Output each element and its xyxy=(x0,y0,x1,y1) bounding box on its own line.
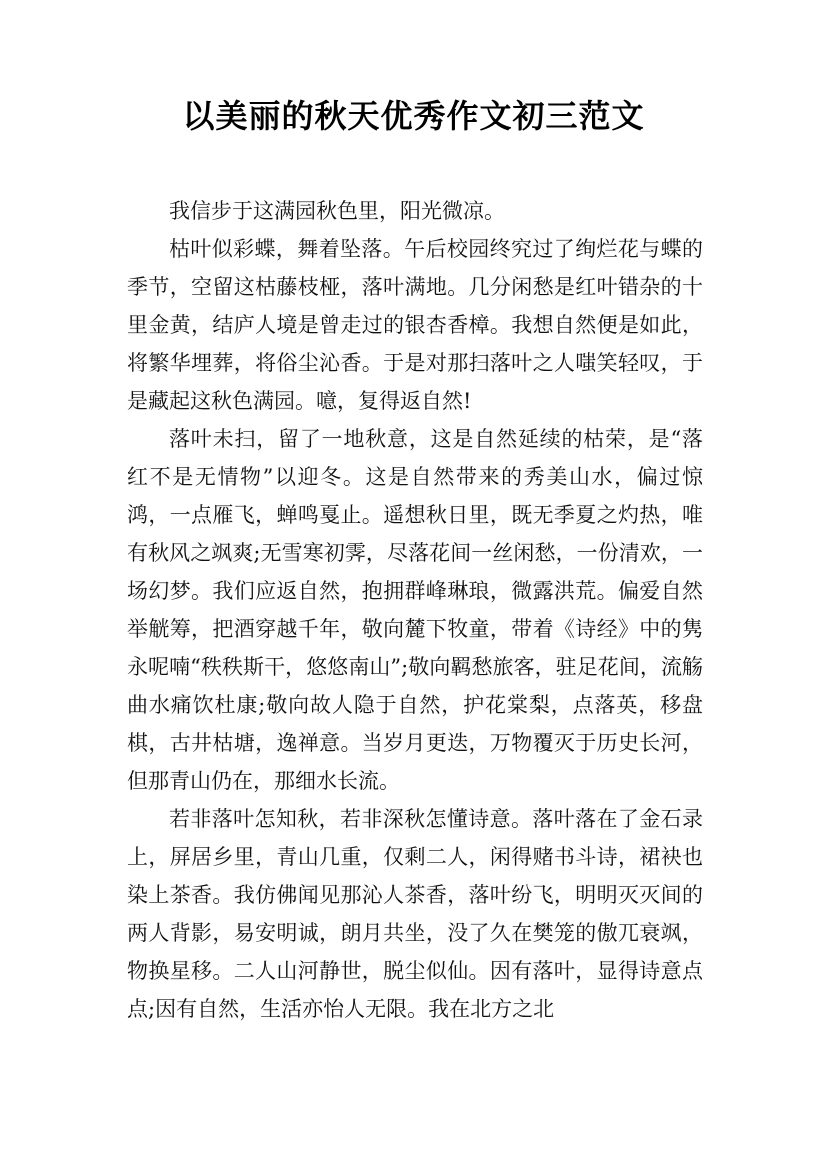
document-title: 以美丽的秋天优秀作文初三范文 xyxy=(182,97,645,135)
paragraph-4: 若非落叶怎知秋，若非深秋怎懂诗意。落叶落在了金石录上，屏居乡里，青山几重，仅剩二人，闲得赌书斗诗，裙袂也染上茶香。我仿佛闻见那沁人茶香，落叶纷飞，明明灭灭间的两人背影，易安明诚，朗月共坐，没了久在樊笼的傲兀衰飒，物换星移。二人山河静世，脱尘似仙。因有落叶，显得诗意点点;因有自然，生活亦怡人无限。我在北方之北 xyxy=(127,807,703,1021)
document-body xyxy=(127,192,703,1028)
paragraph-1: 我信步于这满园秋色里，阳光微凉。 xyxy=(169,199,505,223)
paragraph-3: 落叶未扫，留了一地秋意，这是自然延续的枯荣，是“落红不是无情物”以迎冬。这是自然带来的秀美山水，偏过惊鸿，一点雁飞，蝉鸣戛止。遥想秋日里，既无季夏之灼热，唯有秋风之飒爽;无雪寒初霁，尽落花间一丝闲愁，一份清欢，一场幻梦。我们应返自然，抱拥群峰琳琅，微露洪荒。偏爱自然举觥筹，把酒穿越千年，敬向麓下牧童，带着《诗经》中的隽永呢喃“秩秩斯干，悠悠南山”;敬向羁愁旅客，驻足花间，流觞曲水痛饮杜康;敬向故人隐于自然，护花棠梨，点落英，移盘棋，古井枯塘，逸禅意。当岁月更迭，万物覆灭于历史长河，但那青山仍在，那细水长流。 xyxy=(127,427,703,793)
paragraph-2: 枯叶似彩蝶，舞着坠落。午后校园终究过了绚烂花与蝶的季节，空留这枯藤枝桠，落叶满地。几分闲愁是红叶错杂的十里金黄，结庐人境是曾走过的银杏香樟。我想自然便是如此，将繁华埋葬，将俗尘沁香。于是对那扫落叶之人嗤笑轻叹，于是藏起这秋色满园。噫，复得返自然! xyxy=(127,237,703,413)
